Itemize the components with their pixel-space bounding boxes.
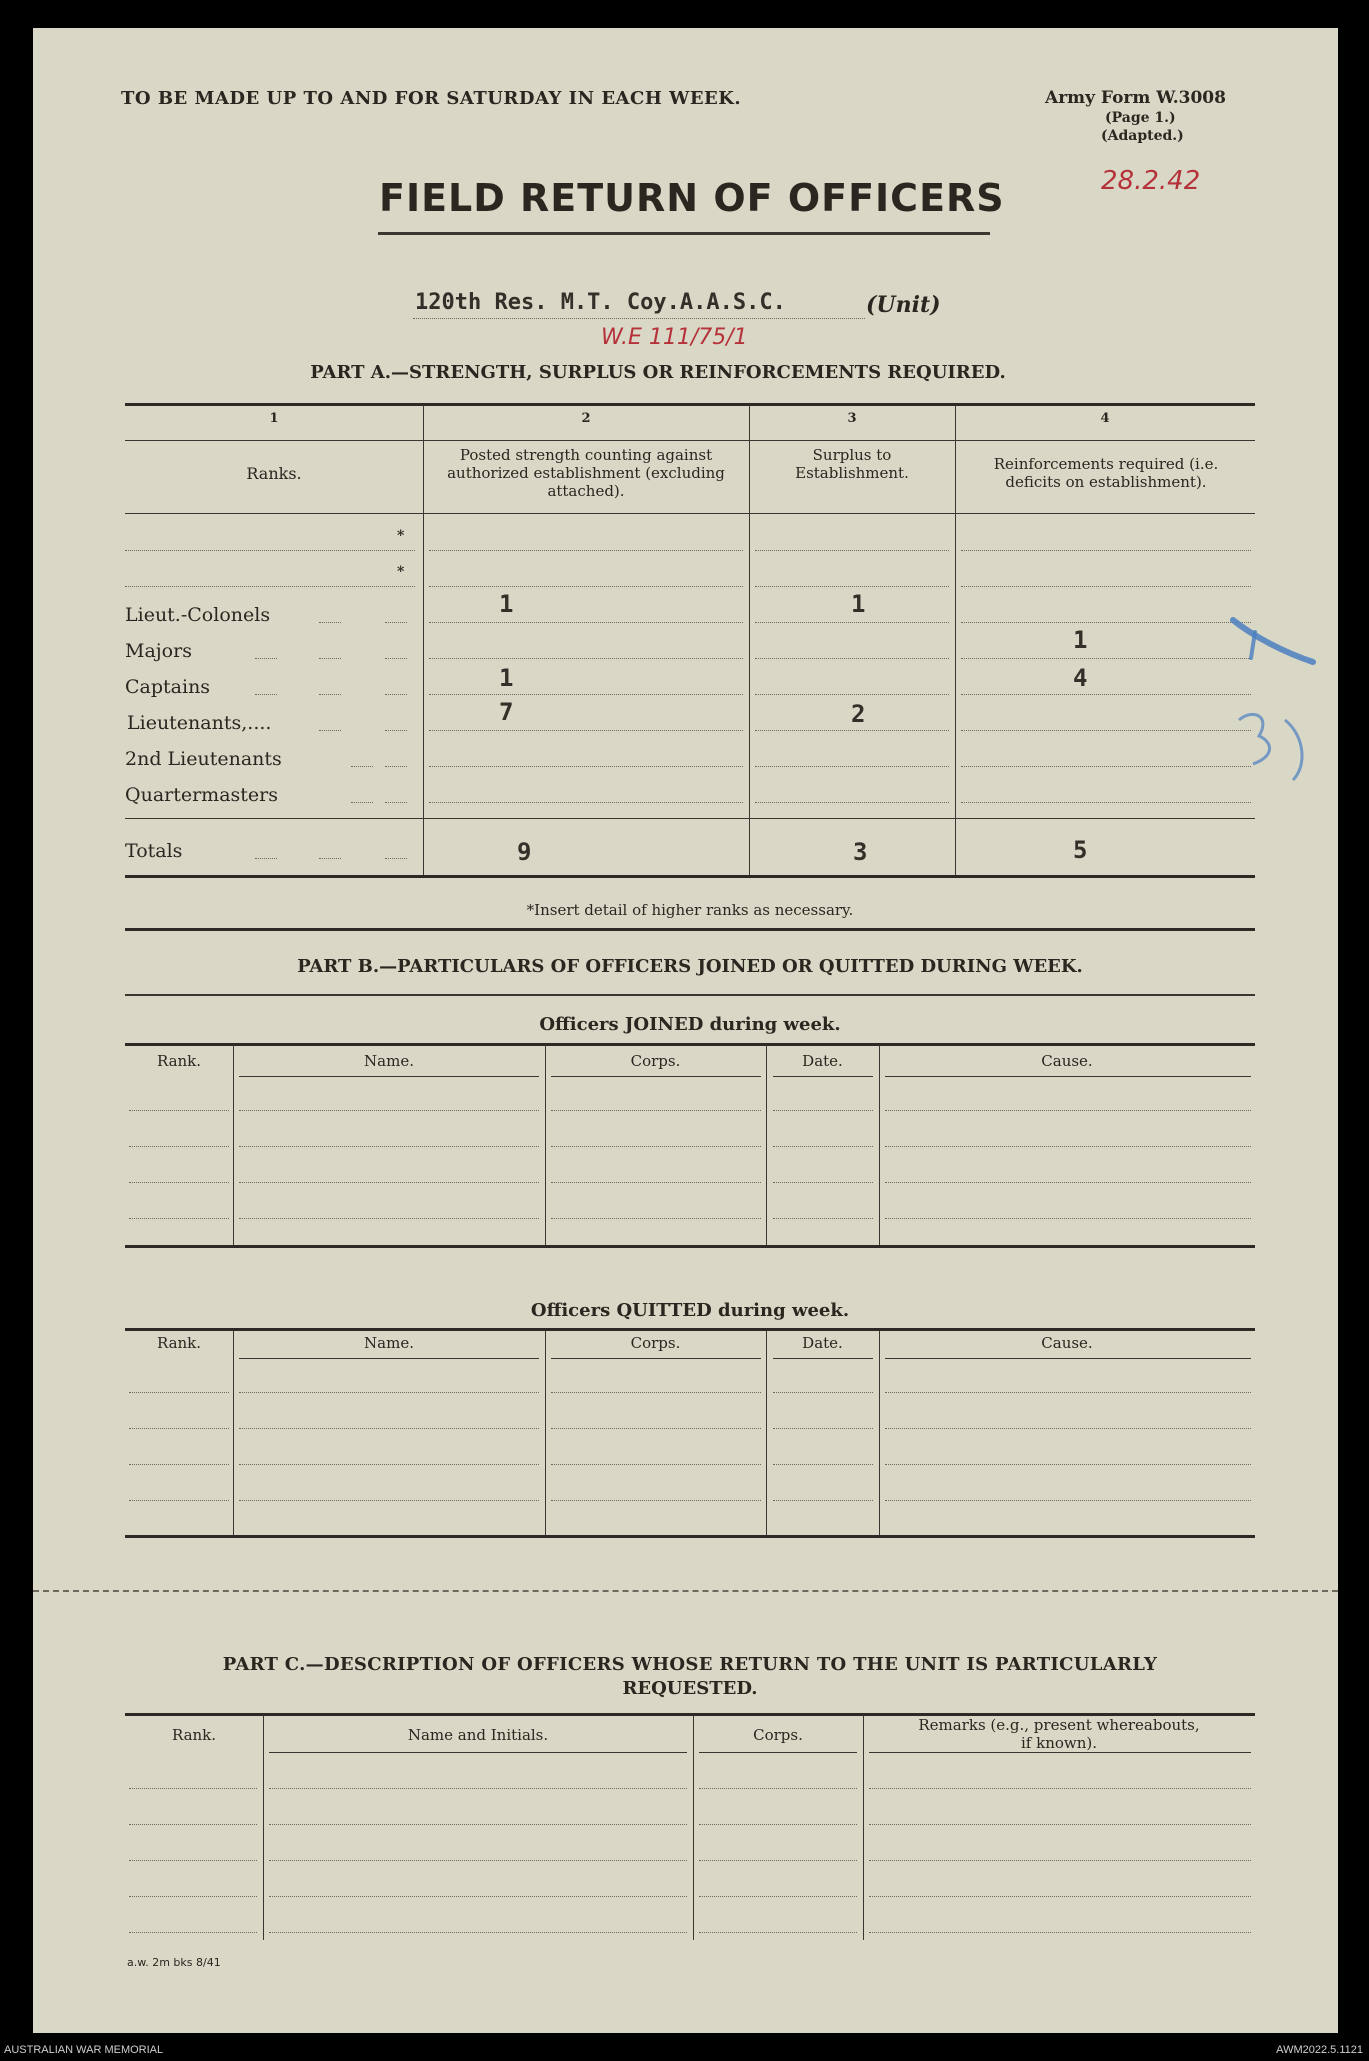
col-header-posted: Posted strength counting against authorized establishment (excluding attached). [447, 446, 725, 500]
total-reinf: 5 [1073, 836, 1088, 864]
part-b-heading: PART B.—PARTICULARS OF OFFICERS JOINED OR QUITTED DURING WEEK. [297, 956, 1083, 977]
part-b-top-rule [125, 928, 1255, 931]
form-number: Army Form W.3008 [1045, 88, 1226, 108]
rank-label-lieutenants: Lieutenants,.... [127, 712, 272, 734]
handwritten-reference: W.E 111/75/1 [601, 325, 748, 350]
part-c-col-remarks-line2: if known). [1020, 1734, 1098, 1752]
part-a-col-divider-3 [955, 405, 956, 875]
handwritten-date: 28.2.42 [1101, 166, 1201, 196]
reinf-captains: 4 [1073, 664, 1088, 692]
surplus-lieutenants: 2 [851, 700, 866, 728]
col-header-ranks: Ranks. [246, 464, 302, 483]
asterisk-1: * [397, 528, 405, 544]
form-paper [33, 28, 1338, 2033]
quitted-bottom-rule [125, 1535, 1255, 1538]
part-a-header-rule [125, 513, 1255, 514]
part-c-heading-line1: PART C.—DESCRIPTION OF OFFICERS WHOSE RETURN TO THE UNIT IS PARTICULARLY [222, 1654, 1158, 1675]
col-header-surplus: Surplus to Establishment. [795, 446, 909, 482]
quitted-heading: Officers QUITTED during week. [530, 1300, 850, 1321]
part-a-heading: PART A.—STRENGTH, SURPLUS OR REINFORCEMENTS REQUIRED. [310, 362, 1006, 383]
part-b-heading-rule [125, 994, 1255, 996]
totals-top-rule [125, 818, 1255, 819]
part-c-heading-line2: REQUESTED. [622, 1678, 758, 1699]
unit-name: 120th Res. M.T. Coy.A.A.S.C. [415, 290, 786, 315]
footer-accession-number: AWM2022.5.1121 [1276, 2044, 1363, 2056]
form-page: (Page 1.) [1105, 110, 1176, 126]
col-header-reinforcements: Reinforcements required (i.e. deficits on establishment). [993, 455, 1219, 491]
unit-dotted-line [413, 318, 865, 319]
part-c-col-remarks-line1: Remarks (e.g., present whereabouts, [918, 1716, 1200, 1734]
part-a-footnote: *Insert detail of higher ranks as necessary. [526, 901, 854, 919]
joined-top-rule [125, 1043, 1255, 1046]
quitted-top-rule [125, 1328, 1255, 1331]
part-c-col-name: Name and Initials. [407, 1726, 549, 1744]
asterisk-2: * [397, 564, 405, 580]
posted-lieut-colonels: 1 [499, 590, 514, 618]
quitted-col-cause: Cause. [1041, 1334, 1093, 1352]
quitted-col-date: Date. [802, 1334, 843, 1352]
quitted-col-corps: Corps. [630, 1334, 681, 1352]
col-number-3: 3 [847, 411, 857, 426]
rank-label-captains: Captains [125, 676, 211, 698]
part-a-col-divider-2 [749, 405, 750, 875]
surplus-lieut-colonels: 1 [851, 590, 866, 618]
rank-label-quartermasters: Quartermasters [125, 784, 278, 806]
form-title: FIELD RETURN OF OFFICERS [379, 176, 1005, 220]
col-number-4: 4 [1100, 411, 1110, 426]
joined-bottom-rule [125, 1245, 1255, 1248]
tear-off-line [33, 1590, 1338, 1592]
part-a-col-divider-1 [423, 405, 424, 875]
joined-col-date: Date. [802, 1052, 843, 1070]
total-posted: 9 [517, 838, 532, 866]
part-c-col-rank: Rank. [171, 1726, 217, 1744]
footer-institution: AUSTRALIAN WAR MEMORIAL [4, 2044, 164, 2056]
unit-label: (Unit) [866, 292, 941, 318]
part-a-number-rule [125, 440, 1255, 441]
blue-pencil-marks [1213, 596, 1323, 796]
joined-col-rank: Rank. [156, 1052, 202, 1070]
totals-label: Totals [125, 840, 183, 862]
total-surplus: 3 [853, 838, 868, 866]
posted-captains: 1 [499, 664, 514, 692]
joined-heading: Officers JOINED during week. [539, 1014, 841, 1035]
print-code: a.w. 2m bks 8/41 [127, 1956, 221, 1969]
joined-col-name: Name. [364, 1052, 414, 1070]
rank-label-majors: Majors [125, 640, 192, 662]
instruction-text: TO BE MADE UP TO AND FOR SATURDAY IN EACH WEEK. [121, 88, 742, 109]
col-number-1: 1 [269, 411, 279, 426]
rank-label-2nd-lieutenants: 2nd Lieutenants [125, 748, 282, 770]
joined-col-cause: Cause. [1041, 1052, 1093, 1070]
quitted-col-rank: Rank. [156, 1334, 202, 1352]
form-adapted: (Adapted.) [1101, 128, 1184, 144]
part-a-bottom-rule [125, 875, 1255, 878]
part-c-col-corps: Corps. [753, 1726, 803, 1744]
col-number-2: 2 [581, 411, 591, 426]
posted-lieutenants: 7 [499, 698, 514, 726]
reinf-majors: 1 [1073, 626, 1088, 654]
rank-label-lieut-colonels: Lieut.-Colonels [125, 604, 271, 626]
joined-col-corps: Corps. [630, 1052, 681, 1070]
title-underline [378, 232, 990, 235]
quitted-col-name: Name. [364, 1334, 414, 1352]
part-a-top-rule [125, 403, 1255, 406]
